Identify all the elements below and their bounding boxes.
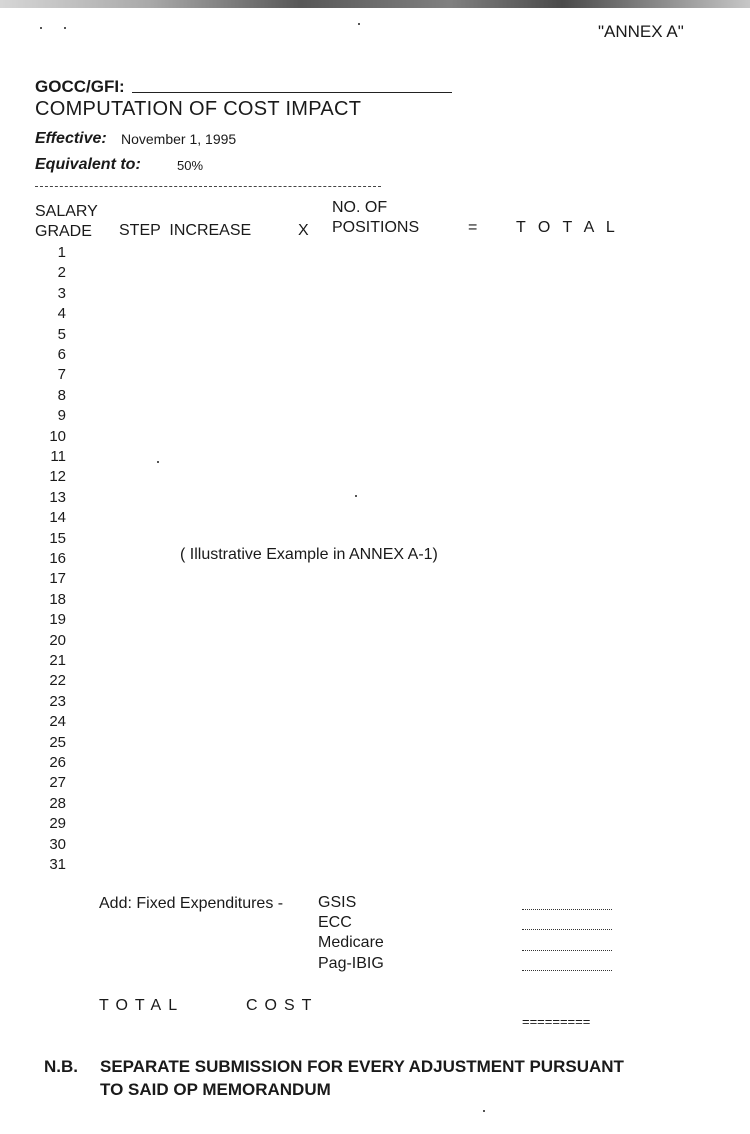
salary-grade-number: 15 [49, 529, 66, 547]
salary-grade-number: 20 [49, 631, 66, 649]
salary-grade-number: 30 [49, 835, 66, 853]
scan-speck [40, 27, 42, 29]
equivalent-value: 50% [177, 158, 204, 173]
total-double-line: ========= [522, 1014, 591, 1029]
scan-artifact-bar [0, 0, 750, 8]
salary-grade-number: 27 [49, 774, 66, 792]
pag-ibig-blank [522, 970, 612, 971]
gocc-blank-line [132, 92, 452, 93]
salary-grade-number: 16 [49, 550, 66, 567]
salary-grade-number: 6 [57, 346, 66, 363]
expenditure-pag-ibig: Pag-IBIG [318, 955, 384, 972]
salary-grade-number: 11 [50, 448, 66, 465]
page-title: COMPUTATION OF COST IMPACT [35, 98, 362, 120]
gsis-blank [522, 909, 612, 910]
effective-date: November 1, 1995 [121, 131, 237, 147]
salary-grade-number: 12 [49, 468, 66, 486]
equivalent-label: Equivalent to: [35, 156, 141, 173]
salary-grade-number: 28 [49, 794, 66, 812]
expenditure-medicare: Medicare [318, 934, 384, 951]
salary-grade-number: 21 [49, 652, 66, 669]
header-times: X [298, 222, 309, 239]
salary-grade-number: 25 [49, 733, 66, 751]
scan-speck [483, 1110, 485, 1112]
nb-line-1: SEPARATE SUBMISSION FOR EVERY ADJUSTMENT PURSUANT [100, 1057, 624, 1076]
header-positions: POSITIONS [332, 219, 420, 236]
header-salary: SALARY [35, 203, 98, 220]
salary-grade-number: 1 [57, 244, 66, 261]
fixed-expenditures-label: Add: Fixed Expenditures - [99, 895, 284, 912]
header-step-increase: STEP INCREASE [119, 222, 252, 239]
header-no-of: NO. OF [332, 199, 388, 216]
total-label: TOTAL [99, 997, 185, 1014]
salary-grade-number: 17 [49, 570, 66, 588]
scan-speck [358, 23, 360, 25]
salary-grade-number: 18 [49, 590, 66, 608]
salary-grade-number: 3 [57, 284, 66, 302]
salary-grade-number: 19 [49, 611, 66, 629]
salary-grade-number: 31 [49, 856, 66, 873]
ecc-blank [522, 929, 612, 930]
header-total: T O T A L [516, 219, 619, 236]
expenditure-gsis: GSIS [318, 894, 357, 911]
effective-label: Effective: [35, 130, 107, 147]
salary-grade-number: 22 [49, 672, 66, 690]
nb-label: N.B. [44, 1057, 78, 1076]
salary-grade-number: 24 [49, 713, 66, 731]
salary-grade-number: 5 [57, 325, 66, 343]
gocc-label: GOCC/GFI: [35, 77, 125, 96]
dashed-divider [35, 186, 381, 187]
salary-grade-number: 29 [49, 815, 66, 833]
scan-speck [157, 461, 159, 463]
salary-grade-number: 26 [49, 754, 66, 771]
annex-label: "ANNEX A" [598, 22, 684, 41]
salary-grade-number: 10 [49, 427, 66, 445]
scan-speck [355, 495, 357, 497]
expenditure-ecc: ECC [318, 914, 352, 931]
salary-grade-number: 14 [49, 509, 66, 527]
salary-grade-number: 13 [49, 488, 66, 506]
salary-grade-number: 9 [57, 407, 66, 425]
header-equals: = [468, 219, 478, 236]
header-grade: GRADE [35, 223, 92, 240]
salary-grade-number: 8 [57, 386, 66, 404]
salary-grade-number: 23 [49, 692, 66, 710]
nb-line-2: TO SAID OP MEMORANDUM [100, 1080, 331, 1099]
medicare-blank [522, 950, 612, 951]
cost-label: COST [246, 997, 319, 1014]
scan-speck [64, 27, 66, 29]
salary-grade-number: 4 [57, 305, 66, 323]
salary-grade-number: 2 [57, 264, 66, 282]
salary-grade-number: 7 [57, 366, 66, 384]
illustrative-note: ( Illustrative Example in ANNEX A-1) [180, 546, 438, 563]
